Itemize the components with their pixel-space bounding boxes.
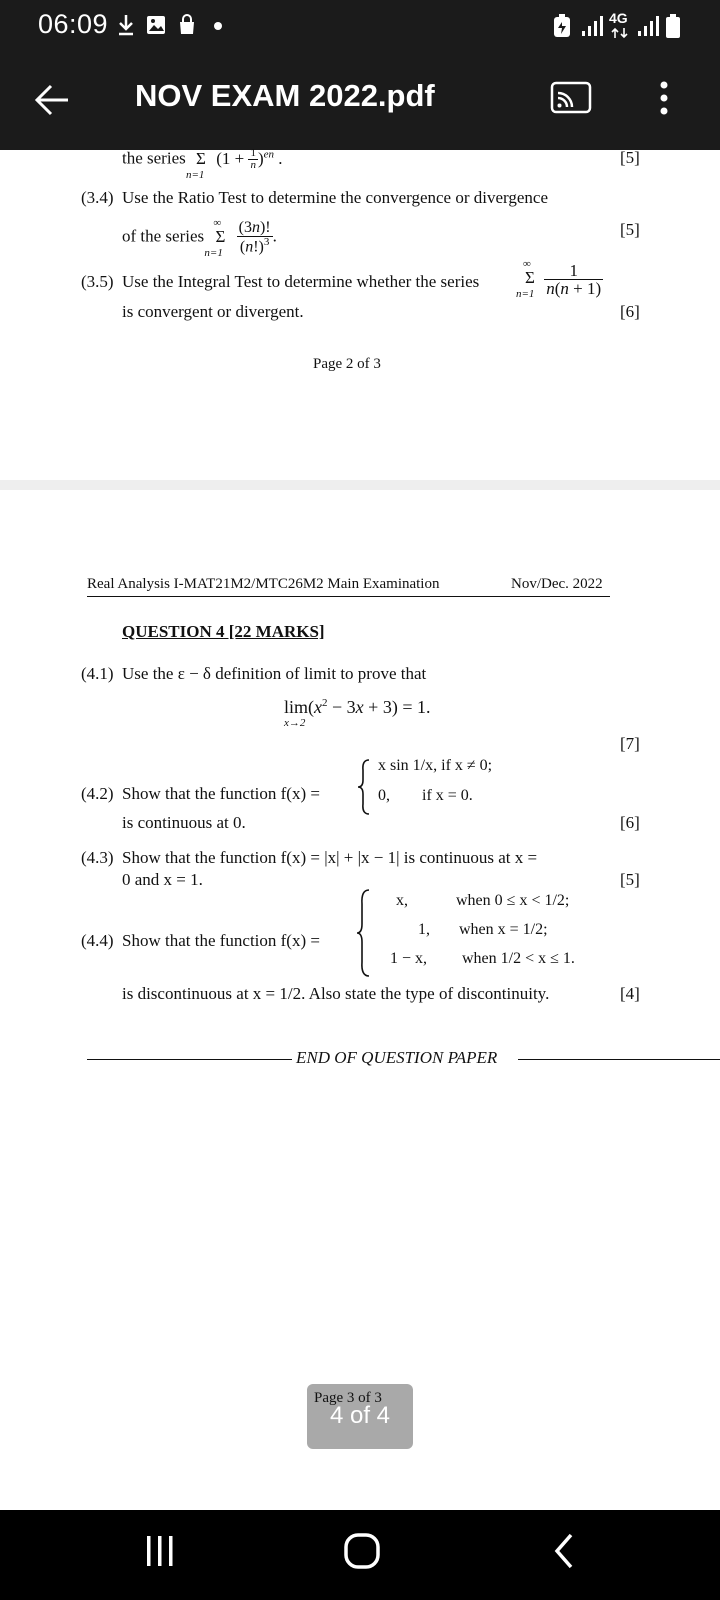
page-header-right: Nov/Dec. 2022 bbox=[511, 576, 603, 592]
q44-case1-cond: when 0 ≤ x < 1/2; bbox=[456, 892, 570, 909]
page3-footer: Page 3 of 3 bbox=[314, 1390, 382, 1406]
signal-icon-2 bbox=[636, 13, 662, 39]
q34-line2: of the series Σ ∞ n=1 $\frac{(3n)!}{(n!)^3}$ . bbox=[122, 216, 277, 259]
header-rule bbox=[87, 596, 610, 597]
sum-symbol: Σ ∞ n=1 bbox=[204, 216, 226, 259]
left-brace bbox=[356, 888, 372, 978]
q41-mark: [7] bbox=[620, 734, 640, 753]
page-indicator bbox=[307, 1384, 413, 1449]
end-of-paper: END OF QUESTION PAPER bbox=[296, 1048, 498, 1067]
q44-case1-value: x, bbox=[396, 892, 408, 909]
q42-mark: [6] bbox=[620, 813, 640, 832]
download-icon bbox=[116, 13, 136, 37]
shopping-bag-icon bbox=[176, 13, 198, 37]
network-type: 4G bbox=[609, 10, 628, 26]
page-separator bbox=[0, 480, 720, 490]
document-title: NOV EXAM 2022.pdf bbox=[135, 78, 435, 113]
pdf-page-2 bbox=[0, 147, 720, 480]
q35-line2: is convergent or divergent. bbox=[122, 302, 304, 321]
q42-text: Show that the function f(x) = bbox=[122, 784, 320, 803]
cast-icon[interactable] bbox=[550, 81, 592, 115]
back-nav-icon[interactable] bbox=[552, 1532, 576, 1570]
q33-line: the series Σ n=1 (1 + $\frac{1}{n}$ )$^{en}$ . bbox=[122, 147, 283, 181]
q34-line1: Use the Ratio Test to determine the convergence or divergence bbox=[122, 188, 549, 207]
q44-case3-cond: when 1/2 < x ≤ 1. bbox=[462, 950, 575, 967]
sum-symbol: Σ n=1 bbox=[185, 148, 206, 181]
q43-line2: 0 and x = 1. bbox=[122, 870, 203, 889]
battery-icon bbox=[664, 13, 682, 39]
battery-saver-icon bbox=[552, 13, 572, 39]
page-footer: Page 2 of 3 bbox=[313, 356, 381, 372]
q34-line2-text: of the series bbox=[122, 226, 205, 246]
q33-mark: [5] bbox=[620, 148, 640, 167]
navigation-bar bbox=[0, 1510, 720, 1600]
q34-label: (3.4) bbox=[81, 188, 114, 207]
data-arrows-icon bbox=[610, 27, 630, 39]
notification-dot-icon bbox=[212, 13, 224, 37]
left-brace bbox=[356, 758, 372, 816]
more-options-icon[interactable] bbox=[657, 80, 671, 118]
q33-prefix: the series bbox=[122, 148, 186, 168]
q41-text: Use the ε − δ definition of limit to prove that bbox=[122, 664, 427, 683]
pdf-page-3 bbox=[0, 490, 720, 1510]
q35-line1: Use the Integral Test to determine whether the series bbox=[122, 272, 480, 291]
gallery-icon bbox=[145, 13, 167, 37]
q44-case3-value: 1 − x, bbox=[390, 950, 428, 967]
app-bar bbox=[0, 50, 720, 150]
sum-symbol: Σ ∞ n=1 bbox=[516, 258, 535, 301]
q42-line2: is continuous at 0. bbox=[122, 813, 246, 832]
status-bar bbox=[0, 0, 720, 50]
q43-label: (4.3) bbox=[81, 848, 114, 867]
q44-label: (4.4) bbox=[81, 931, 114, 950]
q42-label: (4.2) bbox=[81, 784, 114, 803]
q42-case1: x sin 1/x, if x ≠ 0; bbox=[378, 757, 493, 774]
end-rule-left bbox=[87, 1059, 292, 1060]
page-count: 4 of 4 bbox=[329, 1402, 391, 1429]
question-title: QUESTION 4 [22 MARKS] bbox=[122, 622, 325, 641]
q43-line1: Show that the function f(x) = |x| + |x − 1| is continuous at x = bbox=[122, 848, 538, 867]
q43-mark: [5] bbox=[620, 870, 640, 889]
q34-mark: [5] bbox=[620, 220, 640, 239]
q41-limit-equation: lim x→2 $(x^2 - 3x + 3) = 1$. bbox=[284, 697, 431, 729]
recent-apps-icon[interactable] bbox=[144, 1534, 176, 1568]
q35-series: Σ ∞ n=1 $\frac{1}{n(n + 1)}$ bbox=[516, 258, 602, 301]
q41-label: (4.1) bbox=[81, 664, 114, 683]
q44-text: Show that the function f(x) = bbox=[122, 931, 320, 950]
q44-case2-cond: when x = 1/2; bbox=[459, 921, 548, 938]
signal-icon bbox=[580, 13, 606, 39]
home-icon[interactable] bbox=[343, 1532, 381, 1570]
back-arrow-icon[interactable] bbox=[34, 81, 72, 119]
q42-case2: 0, if x = 0. bbox=[378, 787, 473, 804]
q44-case2-value: 1, bbox=[418, 921, 430, 938]
clock: 06:09 bbox=[38, 9, 109, 39]
q44-mark: [4] bbox=[620, 984, 640, 1003]
end-rule-right bbox=[518, 1059, 720, 1060]
q35-mark: [6] bbox=[620, 302, 640, 321]
q44-line2: is discontinuous at x = 1/2. Also state the type of discontinuity. bbox=[122, 984, 550, 1003]
page-header-left: Real Analysis I-MAT21M2/MTC26M2 Main Examination bbox=[87, 576, 440, 592]
q35-label: (3.5) bbox=[81, 272, 114, 291]
